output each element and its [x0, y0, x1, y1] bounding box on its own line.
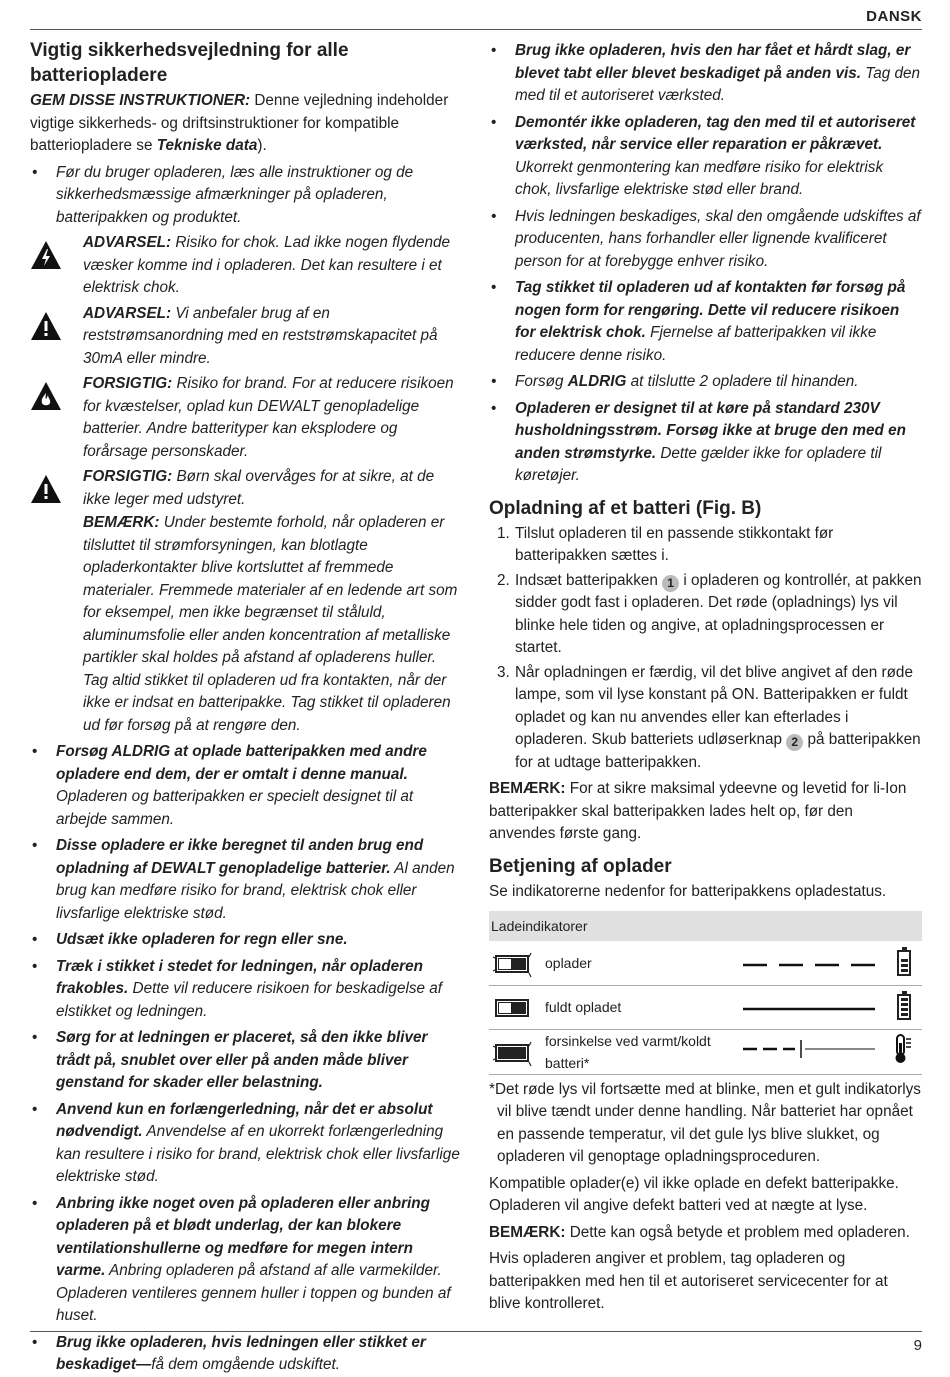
footnote: *Det røde lys vil fortsætte med at blinke, men et gult indikatorlys vil blive tændt under denne handling. Når batteriet har opnået en passende temperatur, vil det gule lys blive slukket, og opladeren vil genoptage opladningsproceduren.: [489, 1080, 921, 1165]
indicator-label-charging: oplader: [545, 941, 735, 985]
compat-paragraph: Kompatible oplader(e) vil ikke oplade en defekt batteripakke. Opladeren vil angive defekt batteri ved at nægte at lyse.: [489, 1174, 899, 1214]
intro-paragraph: GEM DISSE INSTRUKTIONER: Denne vejledning indeholder vigtige sikkerheds- og driftsinstruktioner for kompatible batteriopladere se Tekniske data).: [30, 92, 449, 154]
ref-2: 2: [786, 734, 803, 751]
service-paragraph: Hvis opladeren angiver et problem, tag opladeren og batteripakken med hen til et autoriseret servicecenter for at blive kontrolleret.: [489, 1250, 888, 1312]
battery-full-icon: [897, 994, 911, 1020]
language-header: DANSK: [866, 8, 922, 25]
bullet-ventilation: • Anbring ikke noget oven på opladeren eller anbring opladeren på et blødt underlag, der kan blokere ventilationshullerne og medføre for megen intern varme. Anbring opladeren på afstand af alle varmekilder. Opladeren ventileres gennem huller i toppen og bunden af huset.: [30, 1193, 465, 1328]
indicator-label-full: fuldt opladet: [545, 985, 735, 1029]
header-rule: [30, 29, 922, 30]
bullet-cord-replace: • Hvis ledningen beskadiges, skal den omgående udskiftes af producenten, hans forhandler eller lignende kvalificeret person for at forebygge enhver risiko.: [489, 206, 922, 274]
bullet-intended-use: • Disse opladere er ikke beregnet til anden brug end opladning af DEWALT genopladelige batterier. Al anden brug kan medføre risiko for brand, elektrisk chok eller livsfarlige elektriske stød.: [30, 835, 465, 925]
solid-line-icon: [735, 1006, 875, 1012]
bullet-disassemble: • Demontér ikke opladeren, tag den med til et autoriseret værksted, når service eller reparation er påkrævet. Ukorrekt genmontering kan medføre risiko for elektrisk chok, livsfarlige elektriske stød eller brand.: [489, 112, 922, 202]
bullet-read-instructions: • Før du bruger opladeren, læs alle instruktioner og de sikkerhedsmæssige afmærkninger på opladeren, batteripakken og produktet.: [30, 162, 465, 230]
warning-shock: ADVARSEL: Risiko for chok. Lad ikke nogen flydende væsker komme ind i opladeren. Det kan resultere i et elektrisk chok.: [30, 232, 465, 300]
bullet-damaged-cord: • Brug ikke opladeren, hvis ledningen eller stikket er beskadiget—få dem omgående udskiftet.: [30, 1332, 465, 1377]
bullet-pull-plug: • Træk i stikket i stedet for ledningen, når opladeren frakobles. Dette vil reducere risikoen for beskadigelse af elstikket og ledningen.: [30, 956, 465, 1024]
caution-fire: FORSIGTIG: Risiko for brand. For at reducere risikoen for kvæstelser, oplad kun DEWALT genopladelige batterier. Andre batterityper kan eksplodere og forårsage personskader.: [30, 373, 465, 463]
step-1: 1. Tilslut opladeren til en passende stikkontakt før batteripakken sættes i.: [497, 524, 834, 564]
bullet-rain: • Udsæt ikke opladeren for regn eller sne.: [30, 929, 465, 952]
warning-exclamation-icon: [30, 474, 62, 504]
step-2: 2. Indsæt batteripakken 1 i opladeren og kontrollér, at pakken sidder godt fast i opladeren. Det røde (opladnings) lys vil blinke hele tiden og angive, at opladningsprocessen er startet.: [497, 571, 922, 656]
operation-intro: Se indikatorerne nedenfor for batteripakkens opladestatus.: [489, 882, 887, 900]
fire-warning-icon: [30, 381, 62, 411]
left-column: [30, 38, 465, 1377]
charger-solid-icon: [495, 999, 529, 1017]
thermometer-icon: [893, 1033, 915, 1065]
indicator-table-header: Ladeindikatorer: [489, 911, 922, 941]
note-first-charge: BEMÆRK: For at sikre maksimal ydeevne og levetid for li-Ion batteripakker skal batteripakken lades helt op, før den anvendes første gang.: [489, 780, 907, 842]
bullet-cord-placement: • Sørg for at ledningen er placeret, så den ikke bliver trådt på, snublet over eller på anden måde bliver genstand for skader eller belastning.: [30, 1027, 465, 1095]
warning-exclamation-icon: [30, 311, 62, 341]
delay-pattern-icon: [735, 1039, 875, 1059]
caution-children: FORSIGTIG: Børn skal overvåges for at sikre, at de ikke leger med udstyret.: [30, 466, 465, 511]
bullet-other-chargers: • Forsøg ALDRIG at oplade batteripakken med andre opladere end dem, der er omtalt i denne manual. Opladeren og batteripakken er specielt designet til at arbejde sammen.: [30, 741, 465, 831]
right-column: [489, 38, 922, 1316]
bullet-connect: • Forsøg ALDRIG at tilslutte 2 opladere til hinanden.: [489, 371, 922, 394]
bullet-impact: • Brug ikke opladeren, hvis den har fået et hårdt slag, er blevet tabt eller blevet beskadiget på anden vis. Tag den med til et autoriseret værksted.: [489, 40, 922, 108]
charging-title: Opladning af et batteri (Fig. B): [489, 497, 762, 519]
electric-shock-warning-icon: [30, 240, 62, 270]
footer-rule: [30, 1331, 922, 1332]
page-number: 9: [913, 1337, 922, 1354]
indicator-row-full: [489, 985, 922, 1029]
indicator-row-delay: [489, 1029, 922, 1074]
indicator-table: [489, 911, 922, 1075]
charger-delay-icon: [495, 1044, 529, 1062]
warning-rcd: ADVARSEL: Vi anbefaler brug af en reststrømsanordning med en reststrømskapacitet på 30mA eller mindre.: [30, 303, 465, 371]
step-3: 3. Når opladningen er færdig, vil det blive angivet af den røde lampe, som vil lyse konstant på ON. Batteripakken er fuldt opladet og kan nu anvendes eller kan efterlades i opladeren. Skub batteriets udløserknap 2 på batteripakken for at udtage batteripakken.: [497, 663, 921, 771]
safety-title: Vigtig sikkerhedsvejledning for alle batteriopladere: [30, 40, 349, 86]
bullet-voltage: • Opladeren er designet til at køre på standard 230V husholdningsstrøm. Forsøg ikke at bruge den med en anden strømstyrke. Dette gælder ikke for opladere til køretøjer.: [489, 398, 922, 488]
bullet-cleaning: • Tag stikket til opladeren ud af kontakten før forsøg på nogen form for rengøring. Dette vil reducere risikoen for elektrisk chok. Fjernelse af batteripakken vil ikke reducere denne risiko.: [489, 277, 922, 367]
bullet-extension-cord: • Anvend kun en forlængerledning, når det er absolut nødvendigt. Anvendelse af en ukorrekt forlængerledning kan resultere i risiko for brand, elektrisk chok eller livsfarlige elektriske stød.: [30, 1099, 465, 1189]
indicator-label-delay: forsinkelse ved varmt/koldt batteri*: [545, 1029, 735, 1074]
note-charger-problem: BEMÆRK: Dette kan også betyde et problem med opladeren.: [489, 1223, 910, 1241]
indicator-row-charging: [489, 941, 922, 985]
charger-blinking-icon: [495, 955, 529, 973]
operation-title: Betjening af oplader: [489, 855, 672, 877]
battery-charging-icon: [897, 950, 911, 976]
blinking-line-icon: [735, 962, 875, 968]
ref-1: 1: [662, 575, 679, 592]
note-contacts: BEMÆRK: Under bestemte forhold, når opladeren er tilsluttet til strømforsyningen, kan blotlagte opladerkontakter blive kortsluttet af fremmede materialer. Fremmede materialer af en ledende art som for eksempel, men ikke begrænset til ståluld, aluminumsfolie eller anden koncentration af metalliske partikler skal holdes på afstand af opladerens huller. Tag altid stikket til opladeren ud fra kontakten, når der ikke er indsat en batteripakke. Tag stikket til opladeren ud før forsøg på at rengøre den.: [83, 514, 458, 734]
